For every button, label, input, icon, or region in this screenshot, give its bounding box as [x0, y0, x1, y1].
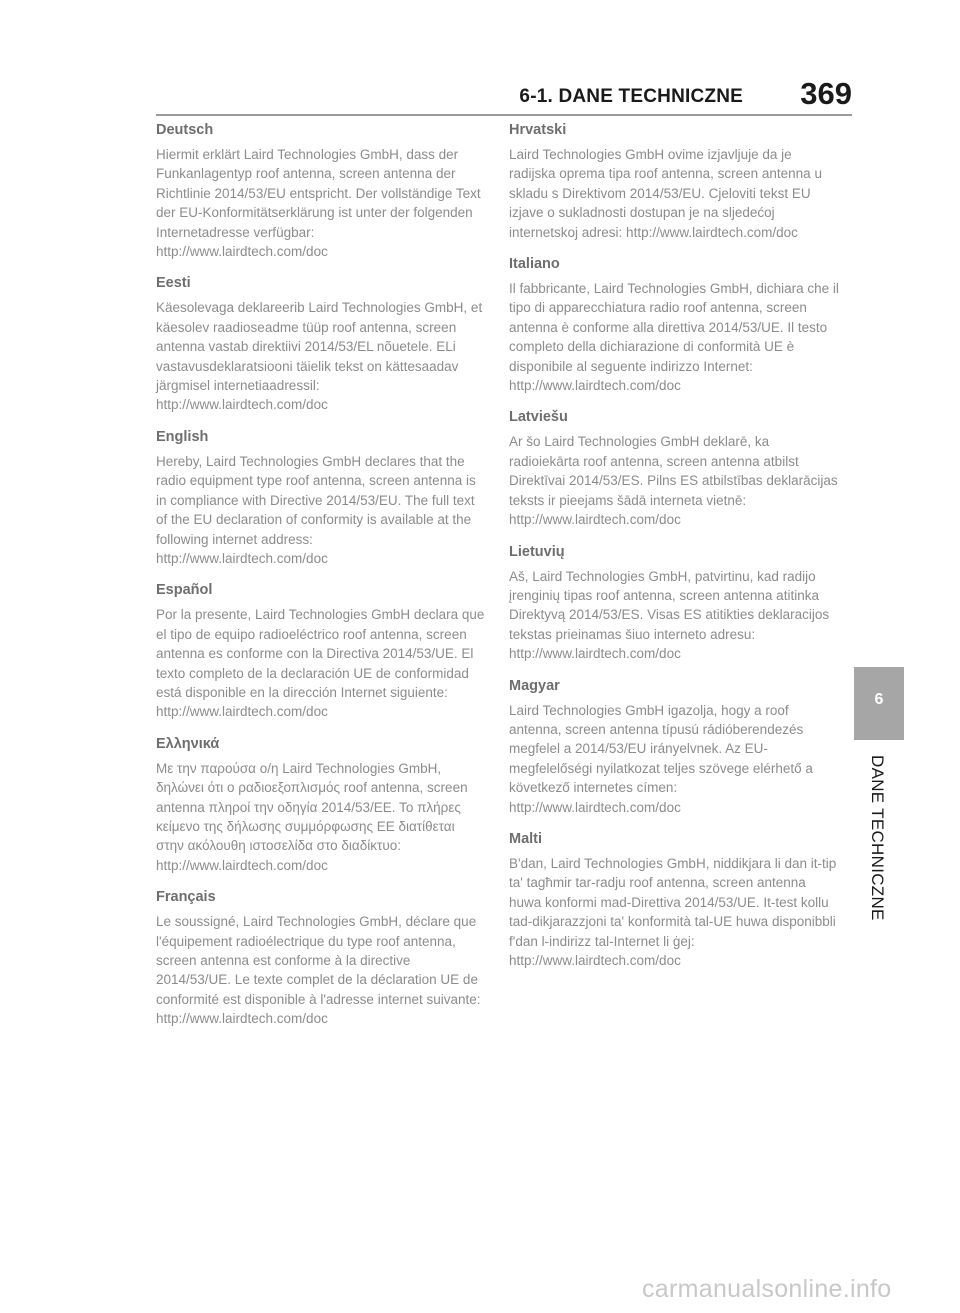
lang-block-eesti: [156, 273, 486, 414]
lang-text: Por la presente, Laird Technologies GmbH declara que el tipo de equipo radioeléctrico roof antenna, screen antenna es conforme con la Directiva 2014/53/UE. El texto completo de la declaración UE de conformidad está disponible en la dirección Internet siguiente: http://www.lairdtech.com/doc: [156, 607, 485, 720]
watermark: carmanualsonline.info: [642, 1275, 892, 1303]
lang-block-lietuviu: [509, 542, 839, 664]
lang-text: Laird Technologies GmbH igazolja, hogy a roof antenna, screen antenna típusú rádióberendezés megfelel a 2014/53/EU irányelvnek. Az EU-megfelelőségi nyilatkozat teljes szövege elérhető a következő internetes címen: http://www.lairdtech.com/doc: [509, 702, 813, 815]
lang-text: Hiermit erklärt Laird Technologies GmbH, dass der Funkanlagentyp roof antenna, screen antenna der Richtlinie 2014/53/EU entspricht. Der vollständige Text der EU-Konformitätserklärung ist unter der folgenden Internetadresse verfügbar: http://www.lairdtech.com/doc: [156, 147, 481, 260]
page-number: 369: [800, 76, 852, 111]
section-title: 6-1. DANE TECHNICZNE: [519, 86, 743, 107]
lang-text: Με την παρούσα ο/η Laird Technologies GmbH, δηλώνει ότι ο ραδιοεξοπλισμός roof antenna, screen antenna πληροί την οδηγία 2014/53/ΕΕ. Το πλήρες κείμενο της δήλωσης συμμόρφωσης ΕΕ διατίθεται στην ακόλουθη ιστοσελίδα στο διαδίκτυο: http://www.lairdtech.com/doc: [156, 760, 468, 873]
lang-heading: English: [156, 428, 209, 445]
lang-text: Laird Technologies GmbH ovime izjavljuje da je radijska oprema tipa roof antenna, screen antenna u skladu s Direktivom 2014/53/EU. Cjeloviti tekst EU izjave o sukladnosti dostupan je na sljedećoj internetskoj adresi: http://www.lairdtech.com/doc: [509, 147, 822, 240]
lang-heading: Latviešu: [509, 409, 568, 426]
header-divider: [156, 114, 852, 116]
lang-heading: Eesti: [156, 275, 191, 292]
left-column: [156, 120, 486, 1041]
right-column: [509, 120, 839, 982]
chapter-number: 6: [874, 691, 884, 708]
lang-heading: Italiano: [509, 256, 560, 273]
lang-heading: Español: [156, 582, 213, 599]
lang-heading: Deutsch: [156, 122, 214, 138]
lang-text: Käesolevaga deklareerib Laird Technologies GmbH, et käesolev raadioseadme tüüp roof antenna, screen antenna vastab direktiivi 2014/53/EL nõuetele. ELi vastavusdeklaratsiooni täielik tekst on kättesaadav järgmisel internetiaadressil: http://www.lairdtech.com/doc: [156, 300, 483, 413]
lang-heading: Malti: [509, 830, 543, 847]
lang-heading: Magyar: [509, 677, 560, 694]
lang-block-deutsch: [156, 120, 486, 261]
lang-text: Il fabbricante, Laird Technologies GmbH, dichiara che il tipo di apparecchiatura radio roof antenna, screen antenna è conforme alla direttiva 2014/53/UE. Il testo completo della dichiarazione di conformità UE è disponibile al seguente indirizzo Internet: http://www.lairdtech.com/doc: [509, 281, 839, 394]
lang-block-english: [156, 427, 486, 568]
lang-block-greek: [156, 734, 486, 875]
lang-text: Aš, Laird Technologies GmbH, patvirtinu, kad radijo įrenginių tipas roof antenna, screen antenna atitinka Direktyvą 2014/53/ES. Visas ES atitikties deklaracijos tekstas prieinamas šiuo interneto adresu: http://www.lairdtech.com/doc: [509, 568, 830, 662]
lang-text: B'dan, Laird Technologies GmbH, niddikjara li dan it-tip ta' tagħmir tar-radju roof antenna, screen antenna huwa konformi mad-Direttiva 2014/53/UE. It-test kollu tad-dikjarazzjoni ta' konformità tal-UE huwa disponibbli f'dan l-indirizz tal-Internet li ġej: http://www.lairdtech.com/doc: [509, 855, 837, 968]
lang-heading: Ελληνικά: [156, 735, 220, 752]
lang-block-malti: [509, 829, 839, 970]
lang-block-latviesu: [509, 407, 839, 529]
chapter-tab: [854, 667, 904, 740]
lang-block-espanol: [156, 580, 486, 721]
lang-text: Le soussigné, Laird Technologies GmbH, déclare que l'équipement radioélectrique du type roof antenna, screen antenna est conforme à la directive 2014/53/UE. Le texte complet de la déclaration UE de conformité est disponible à l'adresse internet suivante: http://www.lairdtech.com/doc: [156, 914, 481, 1027]
lang-text: Ar šo Laird Technologies GmbH deklarē, ka radioiekārta roof antenna, screen antenna atbilst Direktīvai 2014/53/ES. Pilns ES atbilstības deklarācijas teksts ir pieejams šādā interneta vietnē: http://www.lairdtech.com/doc: [509, 434, 838, 528]
lang-block-francais: [156, 887, 486, 1028]
lang-text: Hereby, Laird Technologies GmbH declares that the radio equipment type roof antenna, screen antenna is in compliance with Directive 2014/53/EU. The full text of the EU declaration of conformity is available at the following internet address: http://www.lairdtech.com/doc: [156, 453, 476, 566]
lang-heading: Lietuvių: [509, 543, 565, 560]
chapter-name: DANE TECHNICZNE: [868, 755, 887, 921]
lang-block-hrvatski: [509, 120, 839, 242]
page-header: [0, 72, 960, 117]
lang-heading: Hrvatski: [509, 122, 567, 138]
lang-block-magyar: [509, 676, 839, 817]
lang-block-italiano: [509, 254, 839, 395]
lang-heading: Français: [156, 889, 216, 906]
